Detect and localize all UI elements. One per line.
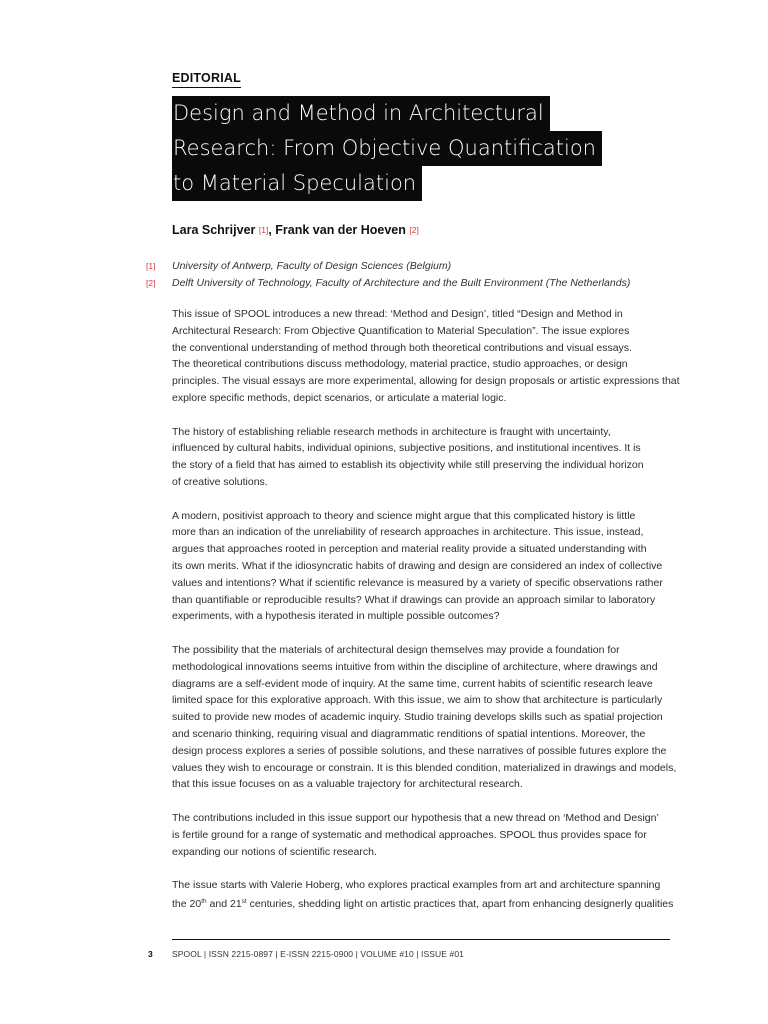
superscript: st [241, 897, 247, 905]
text-fragment: centuries, shedding light on artistic practices that, apart from enhancing designerly qualities [246, 897, 674, 910]
text-line: diagrams are a self-evident mode of inquiry. At the same time, current habits of scientific research leave [172, 677, 653, 690]
text-line: suited to provide new modes of academic inquiry. Studio training develops skills such as spatial projection [172, 711, 663, 724]
text-line [172, 894, 672, 911]
text-line: The contributions included in this issue support our hypothesis that a new thread on ‘Method and Design’ [172, 811, 659, 824]
text-line: values they wish to encourage or constrain. It is this blended condition, materialized in drawings and models, [172, 761, 677, 774]
affiliation-item [140, 258, 680, 275]
text-fragment: and 21 [206, 897, 242, 910]
text-line: The issue starts with Valerie Hoberg, who explores practical examples from art and architecture spanning [172, 879, 661, 892]
footer-divider [172, 939, 670, 940]
paragraph [172, 306, 680, 407]
author-separator: , [268, 223, 276, 237]
journal-footer: SPOOL | ISSN 2215-0897 | E-ISSN 2215-0900 | VOLUME #10 | ISSUE #01 [172, 949, 464, 959]
text-line: than quantifiable or reproducible results? What if drawings can provide an approach similar to laboratory [172, 593, 656, 606]
affiliation-list [140, 258, 680, 292]
paragraph [172, 642, 677, 793]
paragraph [172, 810, 672, 860]
text-line: influenced by cultural habits, individual opinions, subjective positions, and institutional incentives. It is [172, 442, 641, 455]
text-line: design process explores a series of possible solutions, and these narratives of possible futures explore the [172, 744, 667, 757]
paragraph [172, 508, 672, 626]
text-line: its own merits. What if the idiosyncratic habits of drawing and design are considered an index of collective [172, 559, 663, 572]
text-line: methodological innovations seems intuitive from within the discipline of architecture, where drawings and [172, 660, 658, 673]
text-line: the story of a field that has aimed to establish its objectivity while still preserving the individual horizon [172, 459, 644, 472]
text-line: explore specific methods, depict scenarios, or articulate a material logic. [172, 391, 507, 404]
text-line: expanding our notions of scientific research. [172, 845, 377, 858]
text-line: argues that approaches rooted in perception and material reality provide a situated understanding with [172, 543, 647, 556]
text-line: experiments, with a hypothesis iterated in multiple possible outcomes? [172, 610, 500, 623]
text-line: that this issue focuses on as a valuable trajectory for architectural research. [172, 778, 523, 791]
article-body [172, 306, 680, 927]
paragraph [172, 424, 672, 491]
title-line: to Material Speculation [172, 166, 422, 201]
text-line: and scenario thinking, requiring visual and diagrammatic renditions of spatial intentions. Moreover, the [172, 727, 646, 740]
text-line: the conventional understanding of method through both theoretical contributions and visual essays. [172, 341, 632, 354]
superscript: th [201, 897, 207, 905]
text-line: This issue of SPOOL introduces a new thread: ‘Method and Design’, titled “Design and Method in [172, 308, 623, 320]
text-line: more than an indication of the unreliability of research approaches in architecture. This issue, instead, [172, 526, 644, 539]
text-fragment: the 20 [172, 897, 202, 910]
title-line: Design and Method in Architectural [172, 96, 550, 131]
author-name: Frank van der Hoeven [275, 223, 406, 237]
author-list [172, 223, 419, 237]
text-line: of creative solutions. [172, 475, 268, 488]
article-title [172, 96, 672, 201]
affiliation-marker: [1] [146, 261, 156, 271]
author-affiliation-ref[interactable]: [2] [409, 225, 419, 235]
text-line: The theoretical contributions discuss methodology, material practice, studio approaches, or design [172, 358, 628, 371]
author-name: Lara Schrijver [172, 223, 256, 237]
affiliation-text: Delft University of Technology, Faculty of Architecture and the Built Environment (The Netherlands) [172, 277, 631, 289]
author-affiliation-ref[interactable]: [1] [258, 225, 269, 235]
text-line: values and intentions? What if scientific relevance is measured by a variety of specific observations rather [172, 576, 663, 589]
page-number: 3 [148, 949, 153, 959]
text-line: The possibility that the materials of architectural design themselves may provide a foundation for [172, 643, 620, 656]
text-line: principles. The visual essays are more experimental, allowing for design proposals or artistic expressions that [172, 375, 680, 388]
paragraph [172, 877, 672, 911]
section-label: EDITORIAL [172, 71, 241, 88]
affiliation-item [140, 275, 680, 292]
text-line: A modern, positivist approach to theory and science might argue that this complicated history is little [172, 509, 636, 522]
text-line: limited space for this explorative approach. With this issue, we aim to show that architecture is particularly [172, 694, 663, 707]
text-line: is fertile ground for a range of systematic and methodical approaches. SPOOL thus provides space for [172, 828, 647, 841]
title-line: Research: From Objective Quantification [172, 131, 602, 166]
text-line: The history of establishing reliable research methods in architecture is fraught with uncertainty, [172, 425, 611, 438]
affiliation-marker: [2] [146, 278, 156, 288]
text-line: Architectural Research: From Objective Quantification to Material Speculation”. The issue explores [172, 324, 630, 337]
affiliation-text: University of Antwerp, Faculty of Design Sciences (Belgium) [172, 260, 452, 272]
